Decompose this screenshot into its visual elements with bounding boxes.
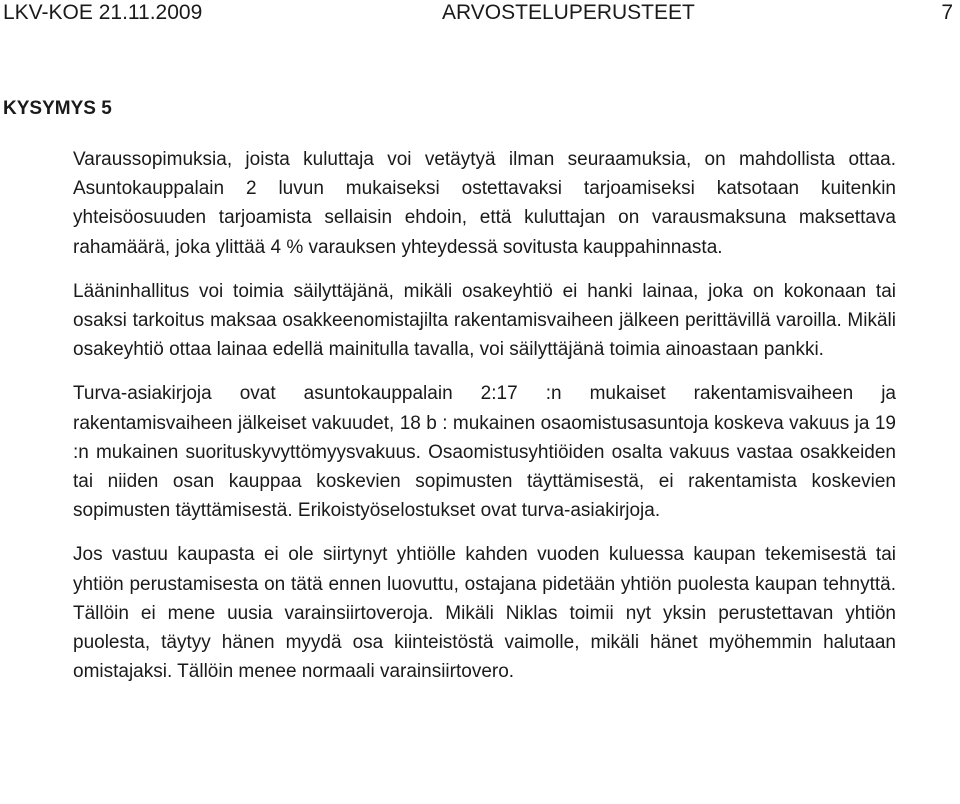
page-number: 7	[941, 1, 953, 24]
paragraph-security-documents: Turva-asiakirjoja ovat asuntokauppalain 2:17 :n mukaiset rakentamisvaiheen ja rakentamisvaiheen jälkeiset vakuudet, 18 b : mukainen osaomistusasuntoja koskeva vakuus ja 19 :n mukainen suorituskyvyttömyysvakuus. Osaomistusyhtiöiden osalta vakuus vastaa osakkeiden tai niiden osan kauppaa koskevien sopimusten täyttämisestä, ei rakentamista koskevien sopimusten täyttämisestä. Erikoistyöselostukset ovat turva-asiakirjoja.	[73, 383, 896, 522]
question-heading: KYSYMYS 5	[3, 98, 112, 119]
paragraph-transfer-tax: Jos vastuu kaupasta ei ole siirtynyt yhtiölle kahden vuoden kuluessa kaupan tekemisestä tai yhtiön perustamisesta on tätä ennen luovuttu, ostajana pidetään yhtiön puolesta kaupan tehnyttä. Tällöin ei mene uusia varainsiirtoveroja. Mikäli Niklas toimii nyt yksin perustettavan yhtiön puolesta, täytyy hänen myydä osa kiinteistöstä vaimolle, mikäli hänet myöhemmin halutaan omistajaksi. Tällöin menee normaali varainsiirtovero.	[73, 544, 896, 683]
paragraph-custodian: Lääninhallitus voi toimia säilyttäjänä, mikäli osakeyhtiö ei hanki lainaa, joka on kokonaan tai osaksi tarkoitus maksaa osakkeenomistajilta rakentamisvaiheen jälkeen perittävillä varoilla. Mikäli osakeyhtiö ottaa lainaa edellä mainitulla tavalla, voi säilyttäjänä toimia ainoastaan pankki.	[73, 280, 896, 361]
exam-date-label: LKV-KOE 21.11.2009	[3, 1, 203, 24]
page-header	[3, 0, 953, 30]
paragraph-reservation-agreements: Varaussopimuksia, joista kuluttaja voi vetäytyä ilman seuraamuksia, on mahdollista ottaa. Asuntokauppalain 2 luvun mukaiseksi ostettavaksi tarjoamiseksi katsotaan kuitenkin yhteisöosuuden tarjoamista sellaisin ehdoin, että kuluttajan on varausmaksuna maksettava rahamäärä, joka ylittää 4 % varauksen yhteydessä sovitusta kauppahinnasta.	[73, 149, 896, 258]
document-title: ARVOSTELUPERUSTEET	[442, 1, 695, 24]
answer-body	[73, 145, 896, 701]
